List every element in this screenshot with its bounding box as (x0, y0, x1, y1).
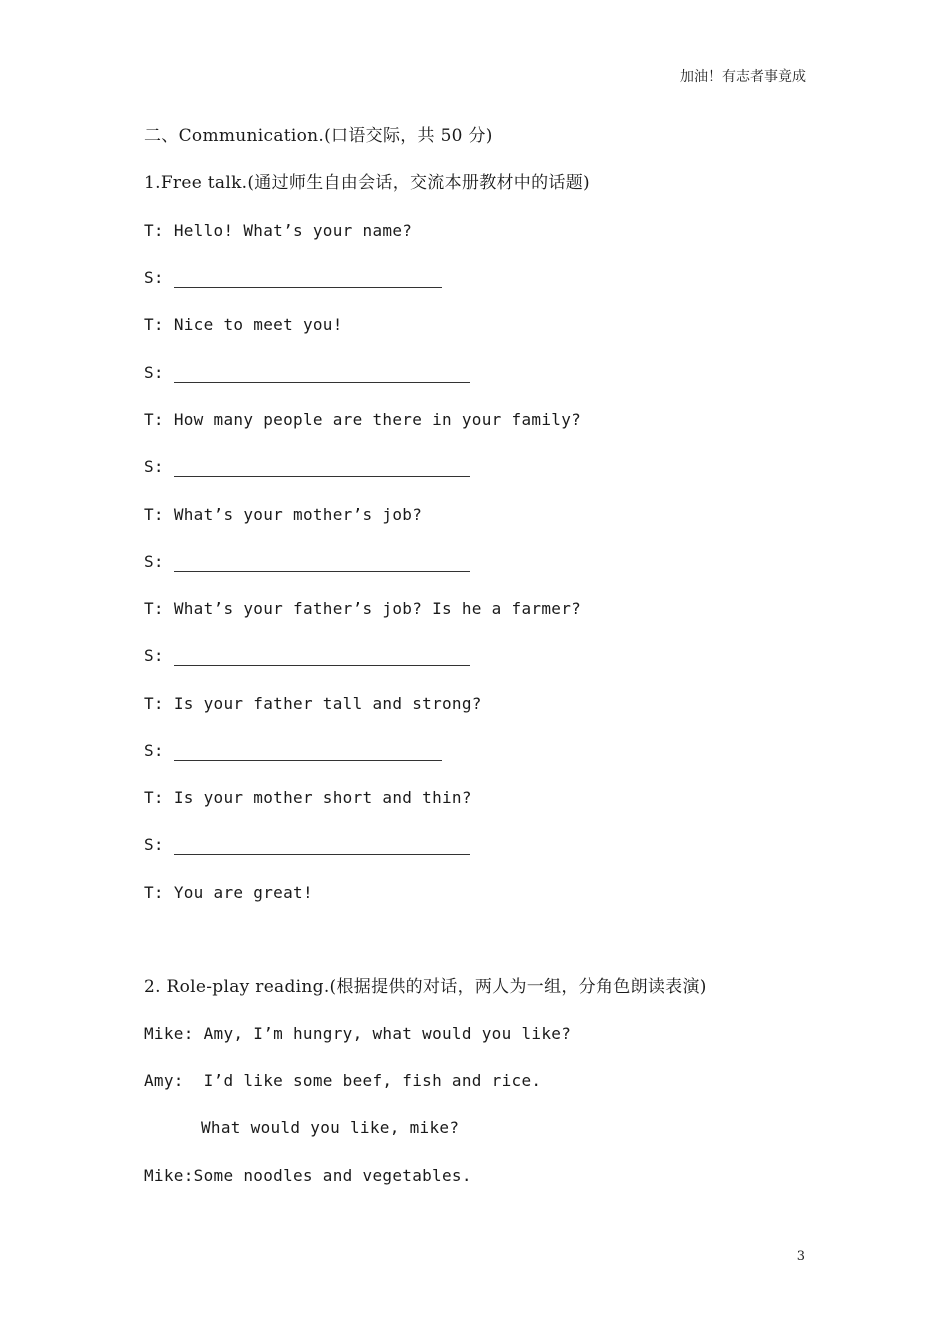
utterance: Is your mother short and thin? (173, 788, 472, 807)
speaker: T: (144, 694, 164, 713)
part2-title: 2. Role-play reading.(根据提供的对话，两人为一组，分角色朗读表演) (144, 977, 707, 997)
dialogue-line (144, 315, 343, 335)
answer-blank[interactable] (174, 744, 442, 761)
page-number: 3 (796, 1249, 805, 1264)
speaker: Mike: (144, 1024, 194, 1043)
utterance: How many people are there in your family? (173, 410, 582, 429)
speaker: S: (144, 363, 164, 382)
dialogue-line (144, 835, 470, 855)
utterance: What would you like, mike? (201, 1118, 460, 1137)
speaker: S: (144, 457, 164, 476)
dialogue-line (144, 410, 581, 430)
utterance: You are great! (173, 883, 313, 902)
utterance: Is your father tall and strong? (173, 694, 482, 713)
speaker: T: (144, 505, 164, 524)
dialogue-line (144, 363, 470, 383)
utterance: Nice to meet you! (173, 315, 343, 334)
speaker: T: (144, 788, 164, 807)
answer-blank[interactable] (174, 555, 470, 572)
speaker: T: (144, 883, 164, 902)
speaker: Mike: (144, 1166, 194, 1185)
speaker: S: (144, 552, 164, 571)
speaker: T: (144, 410, 164, 429)
section-title: 二、Communication.(口语交际，共 50 分) (144, 126, 493, 146)
answer-blank[interactable] (174, 838, 470, 855)
part1-title: 1.Free talk.(通过师生自由会话，交流本册教材中的话题) (144, 173, 590, 193)
dialogue-line (144, 221, 412, 241)
dialogue-line (144, 505, 422, 525)
dialogue-line (144, 1024, 571, 1044)
dialogue-line (144, 646, 470, 666)
utterance: What’s your father’s job? Is he a farmer? (173, 599, 582, 618)
answer-blank[interactable] (174, 271, 442, 288)
speaker: S: (144, 835, 164, 854)
utterance: Hello! What’s your name? (173, 221, 413, 240)
dialogue-line (144, 741, 442, 761)
utterance: I’d like some beef, fish and rice. (203, 1071, 542, 1090)
dialogue-line (201, 1118, 459, 1138)
utterance: What’s your mother’s job? (173, 505, 423, 524)
answer-blank[interactable] (174, 649, 470, 666)
speaker: T: (144, 221, 164, 240)
dialogue-line (144, 788, 472, 808)
speaker: T: (144, 315, 164, 334)
dialogue-line (144, 694, 482, 714)
dialogue-line (144, 268, 442, 288)
header-motto: 加油！有志者事竟成 (680, 69, 806, 85)
speaker: Amy: (144, 1071, 184, 1090)
speaker: S: (144, 741, 164, 760)
speaker: S: (144, 268, 164, 287)
speaker: T: (144, 599, 164, 618)
dialogue-line (144, 1071, 541, 1091)
utterance: Some noodles and vegetables. (193, 1166, 472, 1185)
utterance: Amy, I’m hungry, what would you like? (203, 1024, 572, 1043)
dialogue-line (144, 457, 470, 477)
answer-blank[interactable] (174, 460, 470, 477)
dialogue-line (144, 1166, 472, 1186)
dialogue-line (144, 883, 313, 903)
speaker: S: (144, 646, 164, 665)
answer-blank[interactable] (174, 366, 470, 383)
dialogue-line (144, 552, 470, 572)
dialogue-line (144, 599, 581, 619)
